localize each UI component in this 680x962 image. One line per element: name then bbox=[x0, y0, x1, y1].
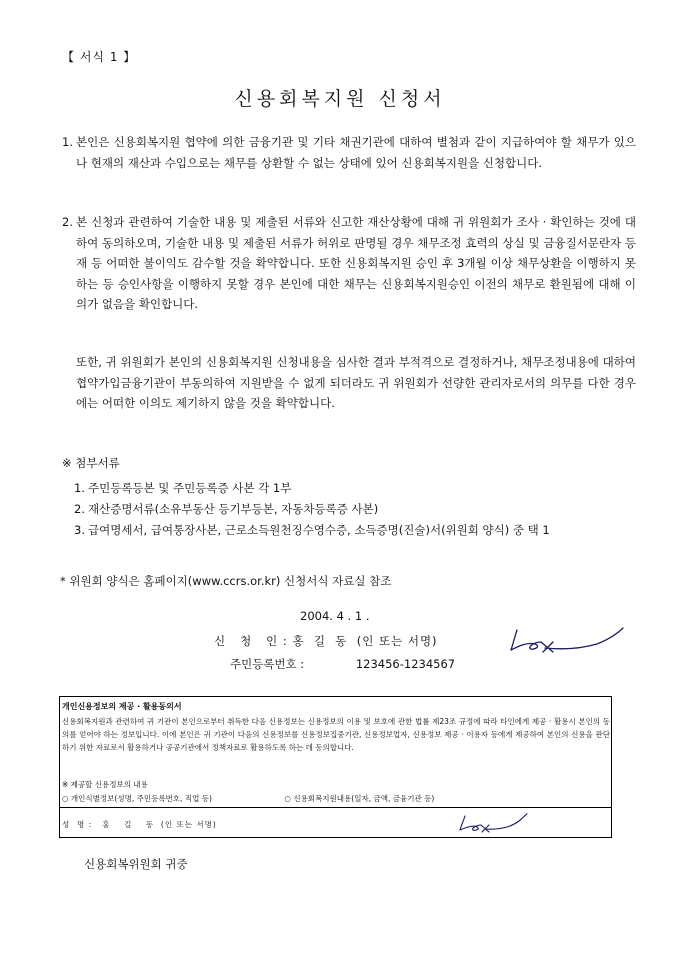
clause-2-text: 본 신청과 관련하여 기술한 내용 및 제출된 서류와 신고한 재산상황에 대해 귀 위원회가 조사 · 확인하는 것에 대하여 동의하오며, 기술한 내용 및 제출된 서류가 허위로 판명될 경우 채무조정 효력의 상실 및 금융질서문란자 등재 등 어떠한 불이익도 감수할 것을 확약합니다. 또한 신용회복지원 승인 후 3개월 이상 채무상환을 이행하지 못하는 등 승인사항을 이행하지 못할 경우 본인에 대한 채무는 신용회복지원승인 이전의 채무로 환원됨에 대해 이의가 없음을 확인합니다. bbox=[76, 215, 636, 311]
attachment-number: 2. bbox=[74, 502, 85, 516]
clause-1-number: 1. bbox=[62, 135, 73, 149]
clause-2 bbox=[62, 212, 636, 315]
attachment-item bbox=[74, 520, 634, 541]
website-note: * 위원회 양식은 홈페이지(www.ccrs.or.kr) 신청서식 자료실 참조 bbox=[60, 574, 392, 588]
consent-info-heading: ※ 제공할 신용정보의 내용 bbox=[62, 780, 148, 789]
divider bbox=[60, 807, 611, 808]
application-date: 2004. 4 . 1 . bbox=[300, 609, 370, 623]
consent-info-item: ○ 개인식별정보(성명, 주민등록번호, 직업 등) bbox=[62, 794, 212, 803]
resident-number-label: 주민등록번호 : bbox=[230, 657, 305, 671]
consent-signature-mark bbox=[455, 812, 530, 836]
consent-title: 개인신용정보의 제공 · 활용동의서 bbox=[62, 702, 182, 711]
attachment-item bbox=[74, 478, 634, 499]
clause-2-continuation: 또한, 귀 위원회가 본인의 신용회복지원 신청내용을 심사한 결과 부적격으로 결정하거나, 채무조정내용에 대하여 협약가입금융기관이 부동의하여 지원받을 수 없게 되더라도 귀 위원회가 선량한 관리자로서의 의무를 다한 경우에는 어떠한 이의도 제기하지 않을 것을 확약합니다. bbox=[76, 355, 636, 410]
attachments-list bbox=[74, 478, 634, 541]
form-number-label: 【 서식 1 】 bbox=[62, 50, 137, 64]
consent-info-items bbox=[62, 793, 610, 804]
attachment-item bbox=[74, 499, 634, 520]
attachment-text: 주민등록등본 및 주민등록증 사본 각 1부 bbox=[88, 481, 292, 495]
attachment-text: 급여명세서, 급여통장사본, 근로소득원천징수영수증, 소득증명(진술)서(위원회 양식) 중 택 1 bbox=[88, 523, 550, 537]
recipient-line: 신용회복위원회 귀중 bbox=[84, 857, 188, 871]
consent-info-item: ○ 신용회복지원내용(일자, 금액, 금융기관 등) bbox=[284, 794, 435, 803]
attachment-text: 재산증명서류(소유부동산 등기부등본, 자동차등록증 사본) bbox=[88, 502, 379, 516]
signature-mark bbox=[505, 622, 630, 656]
resident-number-line bbox=[230, 656, 455, 672]
clause-2-number: 2. bbox=[62, 215, 73, 229]
resident-number-value: 123456-1234567 bbox=[355, 657, 456, 671]
page-title: 신용회복지원 신청서 bbox=[234, 88, 446, 110]
clause-1 bbox=[62, 132, 636, 173]
attachment-number: 1. bbox=[74, 481, 85, 495]
consent-sign-line: 성 명 : 홍 길 동 (인 또는 서명) bbox=[62, 820, 217, 829]
attachments-heading: ※ 첨부서류 bbox=[62, 456, 120, 470]
applicant-line: 신 청 인 : 홍 길 동 (인 또는 서명) bbox=[214, 634, 438, 648]
clause-1-text: 본인은 신용회복지원 협약에 의한 금융기관 및 기타 채권기관에 대하여 별첨과 같이 지급하여야 할 채무가 있으나 현재의 재산과 수입으로는 채무를 상환할 수 없는 상태에 있어 신용회복지원을 신청합니다. bbox=[76, 135, 636, 170]
attachment-number: 3. bbox=[74, 523, 85, 537]
consent-text: 신용회복지원과 관련하여 귀 기관이 본인으로부터 취득한 다음 신용정보는 신용정보의 이용 및 보호에 관한 법률 제23조 규정에 따라 타인에게 제공 · 활용시 본인의 동의를 얻어야 하는 정보입니다. 이에 본인은 귀 기관이 다음의 신용정보를 신용정보집중기관, 신용정보업자, 신용정보 제공 · 이용자 등에게 제공하여 본인의 신용을 판단하기 위한 자료로서 활용하거나 공공기관에서 정책자료로 활용하도록 하는 데 동의합니다. bbox=[62, 717, 610, 752]
